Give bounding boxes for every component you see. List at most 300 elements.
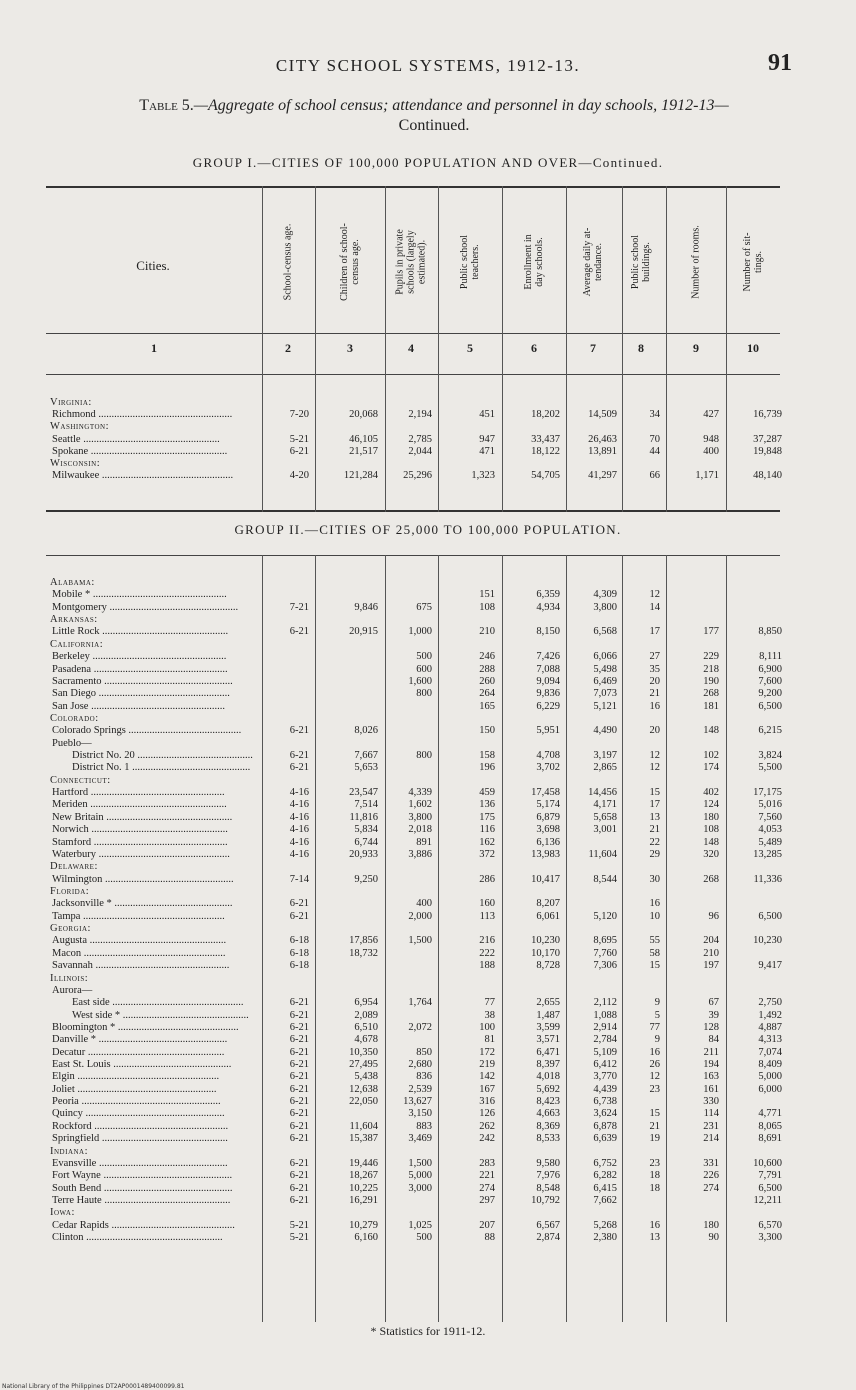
column-header-label: Public school buildings.: [630, 234, 652, 290]
cell-value: 12: [649, 589, 660, 601]
cell-value: 7,426: [536, 651, 560, 663]
cell-value: 39: [708, 1009, 719, 1021]
cell-value: 6-21: [289, 898, 309, 910]
cell-value: 26,463: [588, 433, 617, 445]
city-name: Wilmington .................................................: [52, 874, 234, 885]
cell-value: 1,487: [536, 1009, 560, 1021]
cell-value: 451: [479, 409, 495, 421]
column-header: [514, 192, 554, 332]
cell-value: 55: [649, 935, 660, 947]
cell-value: 6,471: [536, 1046, 560, 1058]
cell-value: 70: [649, 433, 660, 445]
cell-value: 5-21: [289, 1232, 309, 1244]
table-row: [0, 1221, 856, 1231]
cell-value: 3,702: [536, 762, 560, 774]
cell-value: 5,000: [408, 1170, 432, 1182]
cell-value: 44: [649, 445, 660, 457]
table-row: [0, 1035, 856, 1045]
cell-value: 197: [703, 960, 719, 972]
cell-value: 320: [703, 848, 719, 860]
table-row: [0, 1159, 856, 1169]
cell-value: 188: [479, 960, 495, 972]
cell-value: 17: [649, 799, 660, 811]
table-row: [0, 1233, 856, 1243]
cell-value: 20: [649, 675, 660, 687]
cell-value: 8,207: [536, 898, 560, 910]
cell-value: 4-16: [289, 799, 309, 811]
cell-value: 19: [649, 1133, 660, 1145]
cell-value: 3,599: [536, 1021, 560, 1033]
cell-value: 196: [479, 762, 495, 774]
cell-value: 6,744: [354, 836, 378, 848]
state-heading-row: [0, 862, 856, 872]
cell-value: 6,412: [593, 1059, 617, 1071]
city-name: Springfield ................................................: [52, 1134, 228, 1145]
column-number: 9: [693, 341, 699, 355]
cell-value: 5,120: [593, 910, 617, 922]
cell-value: 14,456: [588, 787, 617, 799]
cell-value: 6,500: [758, 1182, 782, 1194]
cell-value: 2,194: [408, 409, 432, 421]
city-name: Tampa ......................................................: [52, 911, 225, 922]
cell-value: 23: [649, 1157, 660, 1169]
cell-value: 11,336: [753, 873, 782, 885]
cell-value: 402: [703, 787, 719, 799]
table-row: [0, 1060, 856, 1070]
column-header-label: School-census age.: [282, 223, 294, 301]
state-name: Florida:: [50, 886, 90, 897]
cell-value: 180: [703, 1219, 719, 1231]
cell-value: 13,627: [403, 1096, 432, 1108]
cell-value: 5-21: [289, 1219, 309, 1231]
cell-value: 13: [649, 811, 660, 823]
cell-value: 58: [649, 947, 660, 959]
cell-value: 6-21: [289, 1108, 309, 1120]
cell-value: 297: [479, 1195, 495, 1206]
cell-value: 18,122: [531, 445, 560, 457]
cell-value: 12: [649, 1071, 660, 1083]
cell-value: 12,211: [753, 1195, 782, 1206]
cell-value: 10,279: [349, 1219, 378, 1231]
city-name: Quincy .....................................................: [52, 1109, 225, 1120]
cell-value: 3,800: [408, 811, 432, 823]
cell-value: 6,900: [758, 663, 782, 675]
table-row: [0, 652, 856, 662]
cell-value: 121,284: [343, 470, 378, 482]
table-row: [0, 677, 856, 687]
state-heading-row: [0, 578, 856, 588]
city-name: Cedar Rapids ...............................................: [52, 1220, 235, 1231]
city-name: Richmond ...................................................: [52, 410, 233, 421]
cell-value: 46,105: [349, 433, 378, 445]
cell-value: 11,604: [588, 848, 617, 860]
cell-value: 268: [703, 688, 719, 700]
table-row: [0, 1171, 856, 1181]
table-row: [0, 949, 856, 959]
cell-value: 800: [416, 688, 432, 700]
cell-value: 207: [479, 1219, 495, 1231]
table-row: [0, 875, 856, 885]
table-row: [0, 471, 856, 481]
city-name: Evansville .................................................: [52, 1158, 228, 1169]
city-name: Elgin ......................................................: [52, 1072, 220, 1083]
table-row: [0, 665, 856, 675]
cell-value: 96: [708, 910, 719, 922]
cell-value: 6-21: [289, 1195, 309, 1206]
cell-value: 3,001: [593, 824, 617, 836]
cell-value: 9,417: [758, 960, 782, 972]
state-name: Delaware:: [50, 861, 98, 873]
cell-value: 162: [479, 836, 495, 848]
cell-value: 16,739: [753, 409, 782, 421]
cell-value: 8,423: [536, 1096, 560, 1108]
column-header: [268, 192, 308, 332]
cell-value: 54,705: [531, 470, 560, 482]
table-row: [0, 689, 856, 699]
cell-value: 7,662: [593, 1195, 617, 1206]
footnote: * Statistics for 1911-12.: [370, 1324, 486, 1338]
cell-value: 14: [649, 601, 660, 613]
cell-value: 500: [416, 651, 432, 663]
cell-value: 167: [479, 1083, 495, 1095]
cell-value: 2,380: [593, 1232, 617, 1244]
cell-value: 10,225: [349, 1182, 378, 1194]
cell-value: 180: [703, 811, 719, 823]
table-row: [0, 986, 856, 996]
cell-value: 1,000: [408, 626, 432, 638]
city-name: New Britain ................................................: [52, 812, 233, 823]
cell-value: 3,150: [408, 1108, 432, 1120]
city-name: San Diego ..................................................: [52, 689, 230, 700]
city-name: Norwich ....................................................: [52, 825, 228, 836]
cell-value: 500: [416, 1232, 432, 1244]
cell-value: 330: [703, 1096, 719, 1108]
table-row: [0, 1085, 856, 1095]
cell-value: 2,914: [593, 1021, 617, 1033]
cell-value: 6,061: [536, 910, 560, 922]
cell-value: 4,887: [758, 1021, 782, 1033]
cell-value: 5,121: [593, 700, 617, 712]
cell-value: 246: [479, 651, 495, 663]
cell-value: 883: [416, 1120, 432, 1132]
cell-value: 2,655: [536, 997, 560, 1009]
column-header-label: Enrollment in day schools.: [523, 234, 545, 290]
cell-value: 1,602: [408, 799, 432, 811]
cell-value: 15: [649, 1108, 660, 1120]
cell-value: 288: [479, 663, 495, 675]
cell-value: 7,600: [758, 675, 782, 687]
table-row: [0, 627, 856, 637]
cell-value: 3,197: [593, 750, 617, 762]
city-name: West side * ................................................: [72, 1010, 249, 1021]
cell-value: 471: [479, 445, 495, 457]
cell-value: 77: [484, 997, 495, 1009]
cell-value: 116: [479, 824, 495, 836]
column-number: 1: [151, 341, 157, 355]
city-name: South Bend .................................................: [52, 1183, 233, 1194]
cell-value: 2,874: [536, 1232, 560, 1244]
cell-value: 13,891: [588, 445, 617, 457]
column-number: 4: [408, 341, 414, 355]
cell-value: 3,300: [758, 1232, 782, 1244]
cell-value: 5,268: [593, 1219, 617, 1231]
cell-value: 6,469: [593, 675, 617, 687]
cell-value: 148: [703, 725, 719, 737]
cell-value: 2,000: [408, 910, 432, 922]
cell-value: 221: [479, 1170, 495, 1182]
cell-value: 6-21: [289, 1071, 309, 1083]
cell-value: 48,140: [753, 470, 782, 482]
cell-value: 3,800: [593, 601, 617, 613]
table-row: [0, 1097, 856, 1107]
cell-value: 4,313: [758, 1034, 782, 1046]
cell-value: 67: [708, 997, 719, 1009]
group-2-top-rule: [46, 555, 780, 556]
cell-value: 4,309: [593, 589, 617, 601]
state-name: Illinois:: [50, 972, 89, 984]
cell-value: 12,638: [349, 1083, 378, 1095]
cell-value: 22,050: [349, 1096, 378, 1108]
cell-value: 7,088: [536, 663, 560, 675]
cell-value: 5,174: [536, 799, 560, 811]
cell-value: 148: [703, 836, 719, 848]
state-heading-row: [0, 398, 856, 408]
cell-value: 274: [703, 1182, 719, 1194]
cell-value: 18,732: [349, 947, 378, 959]
cell-value: 600: [416, 663, 432, 675]
cell-value: 81: [484, 1034, 495, 1046]
cell-value: 20,068: [349, 409, 378, 421]
state-heading-row: [0, 776, 856, 786]
cell-value: 4-16: [289, 787, 309, 799]
cell-value: 3,824: [758, 750, 782, 762]
cell-value: 231: [703, 1120, 719, 1132]
cell-value: 21,517: [349, 445, 378, 457]
state-name: Indiana:: [50, 1145, 89, 1157]
city-name: Bloomington * ..............................................: [52, 1022, 239, 1033]
cell-value: 13,983: [531, 848, 560, 860]
cell-value: 3,698: [536, 824, 560, 836]
state-name: Iowa:: [50, 1207, 75, 1219]
cell-value: 6-21: [289, 1046, 309, 1058]
cell-value: 400: [416, 898, 432, 910]
cell-value: 3,571: [536, 1034, 560, 1046]
cell-value: 9,580: [536, 1157, 560, 1169]
table-row: [0, 800, 856, 810]
cell-value: 108: [703, 824, 719, 836]
cell-value: 10: [649, 910, 660, 922]
table-row: [0, 838, 856, 848]
cell-value: 10,170: [531, 947, 560, 959]
cell-value: 4,339: [408, 787, 432, 799]
cell-value: 7,073: [593, 688, 617, 700]
cell-value: 2,539: [408, 1083, 432, 1095]
state-name: Colorado:: [50, 712, 99, 724]
city-name: Milwaukee ..................................................: [52, 471, 234, 482]
cell-value: 136: [479, 799, 495, 811]
cell-value: 190: [703, 675, 719, 687]
table-row: [0, 1023, 856, 1033]
cell-value: 126: [479, 1108, 495, 1120]
cell-value: 4,934: [536, 601, 560, 613]
city-name: Terre Haute ................................................: [52, 1196, 231, 1206]
cell-value: 6,510: [354, 1021, 378, 1033]
city-name: Sacramento .................................................: [52, 676, 233, 687]
column-header-label: Pupils in private schools (largely estimated).: [394, 229, 428, 295]
cell-value: 20,933: [349, 848, 378, 860]
cell-value: 20,915: [349, 626, 378, 638]
cell-value: 5,658: [593, 811, 617, 823]
column-number: 10: [747, 341, 759, 355]
cell-value: 229: [703, 651, 719, 663]
cell-value: 16: [649, 700, 660, 712]
cell-value: 6-21: [289, 1170, 309, 1182]
city-name: Danville * .................................................: [52, 1035, 228, 1046]
column-header-label: Average daily at- tendance.: [582, 227, 604, 297]
cell-value: 3,770: [593, 1071, 617, 1083]
state-name: Alabama:: [50, 577, 95, 588]
column-header: [330, 192, 370, 332]
cell-value: 172: [479, 1046, 495, 1058]
column-header: [621, 192, 661, 332]
cell-value: 5,834: [354, 824, 378, 836]
cell-value: 8,397: [536, 1059, 560, 1071]
cell-value: 1,500: [408, 935, 432, 947]
cell-value: 6,954: [354, 997, 378, 1009]
city-name: Joliet .....................................................: [52, 1084, 217, 1095]
cell-value: 331: [703, 1157, 719, 1169]
city-name: Decatur ....................................................: [52, 1047, 225, 1058]
cell-value: 38: [484, 1009, 495, 1021]
cell-value: 219: [479, 1059, 495, 1071]
table-row: [0, 825, 856, 835]
cell-value: 1,492: [758, 1009, 782, 1021]
cell-value: 5,016: [758, 799, 782, 811]
table-row: [0, 961, 856, 971]
cell-value: 18: [649, 1170, 660, 1182]
cell-value: 21: [649, 824, 660, 836]
table-title: —Aggregate of school census; attendance and personnel in day schools, 1912-13—: [193, 97, 729, 114]
cell-value: 4,018: [536, 1071, 560, 1083]
cell-value: 6,229: [536, 700, 560, 712]
cell-value: 316: [479, 1096, 495, 1108]
city-name: Peoria .....................................................: [52, 1097, 221, 1108]
cell-value: 2,089: [354, 1009, 378, 1021]
page-number: 91: [768, 50, 792, 76]
table-row: [0, 739, 856, 749]
cell-value: 1,764: [408, 997, 432, 1009]
cell-value: 151: [479, 589, 495, 601]
state-heading-row: [0, 1208, 856, 1218]
cell-value: 5,692: [536, 1083, 560, 1095]
city-name: East side ..................................................: [72, 998, 244, 1009]
cell-value: 22: [649, 836, 660, 848]
cell-value: 12: [649, 750, 660, 762]
city-name: Waterbury ..................................................: [52, 849, 230, 860]
city-name: Rockford ...................................................: [52, 1121, 229, 1132]
cell-value: 9,250: [354, 873, 378, 885]
cell-value: 6,000: [758, 1083, 782, 1095]
cell-value: 6-21: [289, 1182, 309, 1194]
cell-value: 6-21: [289, 910, 309, 922]
cell-value: 6,570: [758, 1219, 782, 1231]
cell-value: 27: [649, 651, 660, 663]
cell-value: 4-16: [289, 836, 309, 848]
cell-value: 17: [649, 626, 660, 638]
city-name: Meriden ....................................................: [52, 800, 227, 811]
cell-value: 6-18: [289, 947, 309, 959]
cell-value: 10,230: [753, 935, 782, 947]
cell-value: 3,000: [408, 1182, 432, 1194]
cell-value: 41,297: [588, 470, 617, 482]
cell-value: 1,171: [695, 470, 719, 482]
city-name: Mobile * ...................................................: [52, 590, 227, 601]
city-name: Little Rock ................................................: [52, 627, 229, 638]
cell-value: 214: [703, 1133, 719, 1145]
cell-value: 160: [479, 898, 495, 910]
cell-value: 3,886: [408, 848, 432, 860]
cell-value: 4,439: [593, 1083, 617, 1095]
cell-value: 1,088: [593, 1009, 617, 1021]
cell-value: 175: [479, 811, 495, 823]
cell-value: 27,495: [349, 1059, 378, 1071]
cell-value: 7,976: [536, 1170, 560, 1182]
table-row: [0, 751, 856, 761]
cell-value: 4,708: [536, 750, 560, 762]
cell-value: 4,678: [354, 1034, 378, 1046]
city-name: San Jose ...................................................: [52, 701, 225, 712]
cell-value: 1,025: [408, 1219, 432, 1231]
cell-value: 158: [479, 750, 495, 762]
number-rule: [46, 374, 780, 375]
running-header: CITY SCHOOL SYSTEMS, 1912-13.: [275, 56, 581, 75]
cell-value: 13: [649, 1232, 660, 1244]
cell-value: 211: [703, 1046, 719, 1058]
cell-value: 29: [649, 848, 660, 860]
cell-value: 427: [703, 409, 719, 421]
cell-value: 6,500: [758, 910, 782, 922]
cell-value: 13,285: [753, 848, 782, 860]
cell-value: 10,230: [531, 935, 560, 947]
cell-value: 400: [703, 445, 719, 457]
cell-value: 8,548: [536, 1182, 560, 1194]
city-name: Spokane ....................................................: [52, 446, 228, 457]
cell-value: 7,791: [758, 1170, 782, 1182]
column-number: 6: [531, 341, 537, 355]
cell-value: 161: [703, 1083, 719, 1095]
table-row: [0, 850, 856, 860]
city-name: Hartford ...................................................: [52, 788, 225, 799]
cell-value: 6,136: [536, 836, 560, 848]
cell-value: 6-21: [289, 1157, 309, 1169]
cell-value: 5,000: [758, 1071, 782, 1083]
cell-value: 174: [703, 762, 719, 774]
city-name: Stamford ...................................................: [52, 837, 228, 848]
city-name: Jacksonville * .............................................: [52, 899, 233, 910]
column-header: [573, 192, 613, 332]
cell-value: 5,951: [536, 725, 560, 737]
cell-value: 2,112: [593, 997, 617, 1009]
cell-value: 15: [649, 960, 660, 972]
cell-value: 100: [479, 1021, 495, 1033]
cell-value: 8,409: [758, 1059, 782, 1071]
cell-value: 113: [479, 910, 495, 922]
cell-value: 30: [649, 873, 660, 885]
cell-value: 26: [649, 1059, 660, 1071]
cell-value: 242: [479, 1133, 495, 1145]
city-name: District No. 20 ............................................: [72, 751, 253, 762]
table-row: [0, 726, 856, 736]
